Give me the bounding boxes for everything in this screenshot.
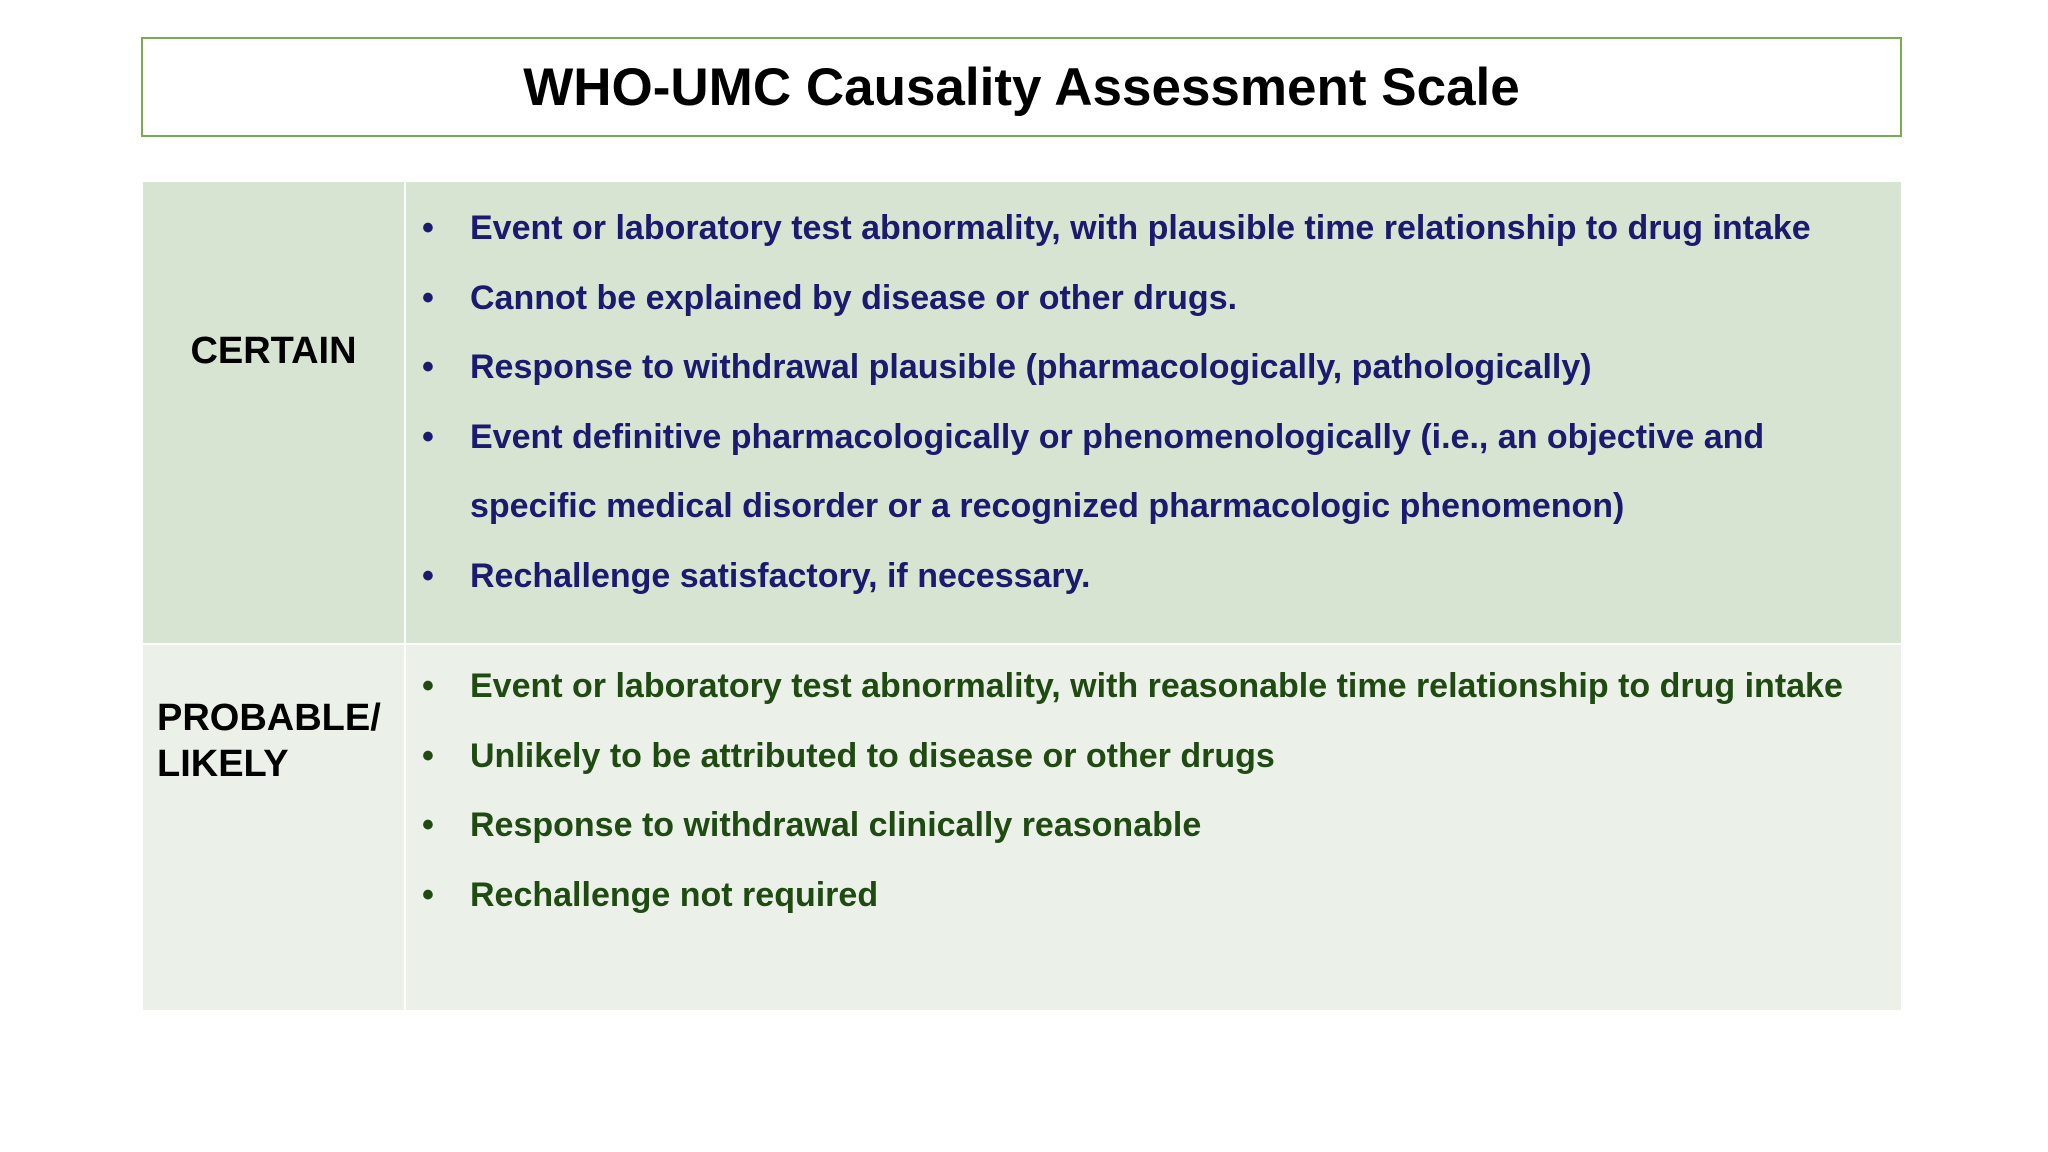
- bullet-icon: •: [422, 348, 434, 386]
- title-box: [141, 37, 1902, 137]
- criterion-text: Unlikely to be attributed to disease or other drugs: [470, 736, 1275, 775]
- criterion-text: Rechallenge satisfactory, if necessary.: [470, 556, 1091, 595]
- bullet-icon: •: [422, 278, 434, 317]
- criterion-text: Cannot be explained by disease or other drugs.: [470, 278, 1238, 317]
- bullet-icon: •: [422, 209, 434, 247]
- criterion-item: [406, 403, 1901, 542]
- bullet-icon: •: [422, 556, 434, 595]
- criterion-text: Rechallenge not required: [470, 875, 879, 914]
- criterion-text: Event or laboratory test abnormality, with plausible time relationship to drug intake: [470, 209, 1811, 247]
- causality-table: [143, 182, 1901, 1010]
- criteria-cell-certain: [405, 182, 1901, 644]
- bullet-icon: •: [422, 806, 434, 844]
- criterion-text: Response to withdrawal plausible (pharmacologically, pathologically): [470, 348, 1592, 386]
- bullet-icon: •: [422, 736, 434, 775]
- bullet-icon: •: [422, 417, 434, 456]
- criteria-list-certain: [406, 182, 1901, 611]
- page-title: WHO-UMC Causality Assessment Scale: [523, 57, 1520, 117]
- criteria-cell-probable: [405, 644, 1901, 1010]
- category-label-line: LIKELY: [157, 743, 289, 785]
- category-label-cell-certain: [143, 182, 405, 644]
- criterion-text: Event or laboratory test abnormality, with reasonable time relationship to drug intake: [470, 667, 1843, 705]
- criterion-item: [406, 791, 1901, 861]
- criterion-item: [406, 861, 1901, 931]
- criterion-item: [406, 194, 1901, 264]
- criteria-list-probable: [406, 645, 1901, 930]
- criterion-item: [406, 542, 1901, 612]
- category-label-line: PROBABLE/: [157, 697, 381, 739]
- criterion-item: [406, 652, 1901, 722]
- bullet-icon: •: [422, 667, 434, 705]
- category-row-certain: [143, 182, 1901, 644]
- category-label-probable: [157, 695, 381, 787]
- category-label-certain: CERTAIN: [190, 330, 357, 372]
- criterion-item: [406, 333, 1901, 403]
- criterion-item: [406, 264, 1901, 334]
- criterion-item: [406, 722, 1901, 792]
- bullet-icon: •: [422, 875, 434, 914]
- category-label-cell-probable: [143, 644, 405, 1010]
- criterion-text: Response to withdrawal clinically reasonable: [470, 806, 1202, 844]
- criterion-text: Event definitive pharmacologically or phenomenologically (i.e., an objective and specific medical disorder or a recognized pharmacologic phenomenon): [470, 417, 1765, 525]
- category-row-probable: [143, 644, 1901, 1010]
